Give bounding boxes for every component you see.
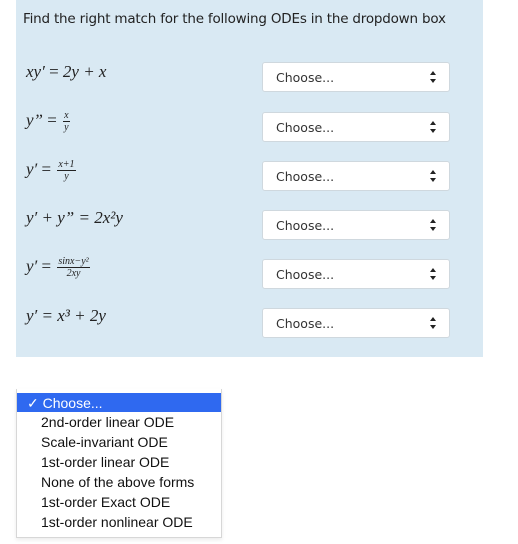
equation-6: y′ = x³ + 2y	[26, 306, 106, 325]
ode-select-1[interactable]	[262, 62, 450, 92]
ode-row-3	[16, 157, 483, 197]
equation-1: xy′ = 2y + x	[26, 62, 107, 81]
ode-row-1	[16, 58, 483, 98]
updown-arrow-icon	[429, 70, 437, 84]
ode-select-3[interactable]	[262, 161, 450, 191]
dropdown-option[interactable]: None of the above forms	[41, 474, 195, 490]
ode-select-2[interactable]	[262, 112, 450, 142]
dropdown-option[interactable]: 1st-order Exact ODE	[41, 494, 171, 510]
select-label: Choose...	[276, 70, 335, 85]
select-label: Choose...	[276, 267, 335, 282]
dropdown-option[interactable]: Scale-invariant ODE	[41, 434, 168, 450]
ode-row-6	[16, 305, 483, 345]
equation-2: y” = $\frac{x}{y}$	[26, 110, 69, 133]
ode-row-2	[16, 108, 483, 148]
ode-select-6[interactable]	[262, 308, 450, 338]
equation-3: y′ = $\frac{x+1}{y}$	[26, 159, 75, 182]
dropdown-option[interactable]: 1st-order linear ODE	[41, 454, 170, 470]
updown-arrow-icon	[429, 120, 437, 134]
ode-select-5[interactable]	[262, 259, 450, 289]
equation-4: y′ + y” = 2x²y	[26, 208, 123, 227]
updown-arrow-icon	[429, 169, 437, 183]
updown-arrow-icon	[429, 218, 437, 232]
dropdown-option[interactable]: 1st-order nonlinear ODE	[41, 514, 193, 530]
question-prompt: Find the right match for the following ODEs in the dropdown box	[23, 11, 446, 27]
select-label: Choose...	[276, 218, 335, 233]
equation-5: y′ = $\frac{\text{sinx−y²}}{2xy}$	[26, 256, 89, 279]
dropdown-option[interactable]: 2nd-order linear ODE	[41, 414, 175, 430]
ode-select-4[interactable]	[262, 210, 450, 240]
question-panel	[16, 0, 483, 357]
updown-arrow-icon	[429, 316, 437, 330]
ode-row-5	[16, 255, 483, 295]
dropdown-option-selected[interactable]: ✓ Choose...	[17, 393, 221, 412]
select-label: Choose...	[276, 120, 335, 135]
dropdown-options-list	[16, 389, 222, 538]
select-label: Choose...	[276, 169, 335, 184]
select-label: Choose...	[276, 316, 335, 331]
updown-arrow-icon	[429, 267, 437, 281]
ode-row-4	[16, 206, 483, 246]
